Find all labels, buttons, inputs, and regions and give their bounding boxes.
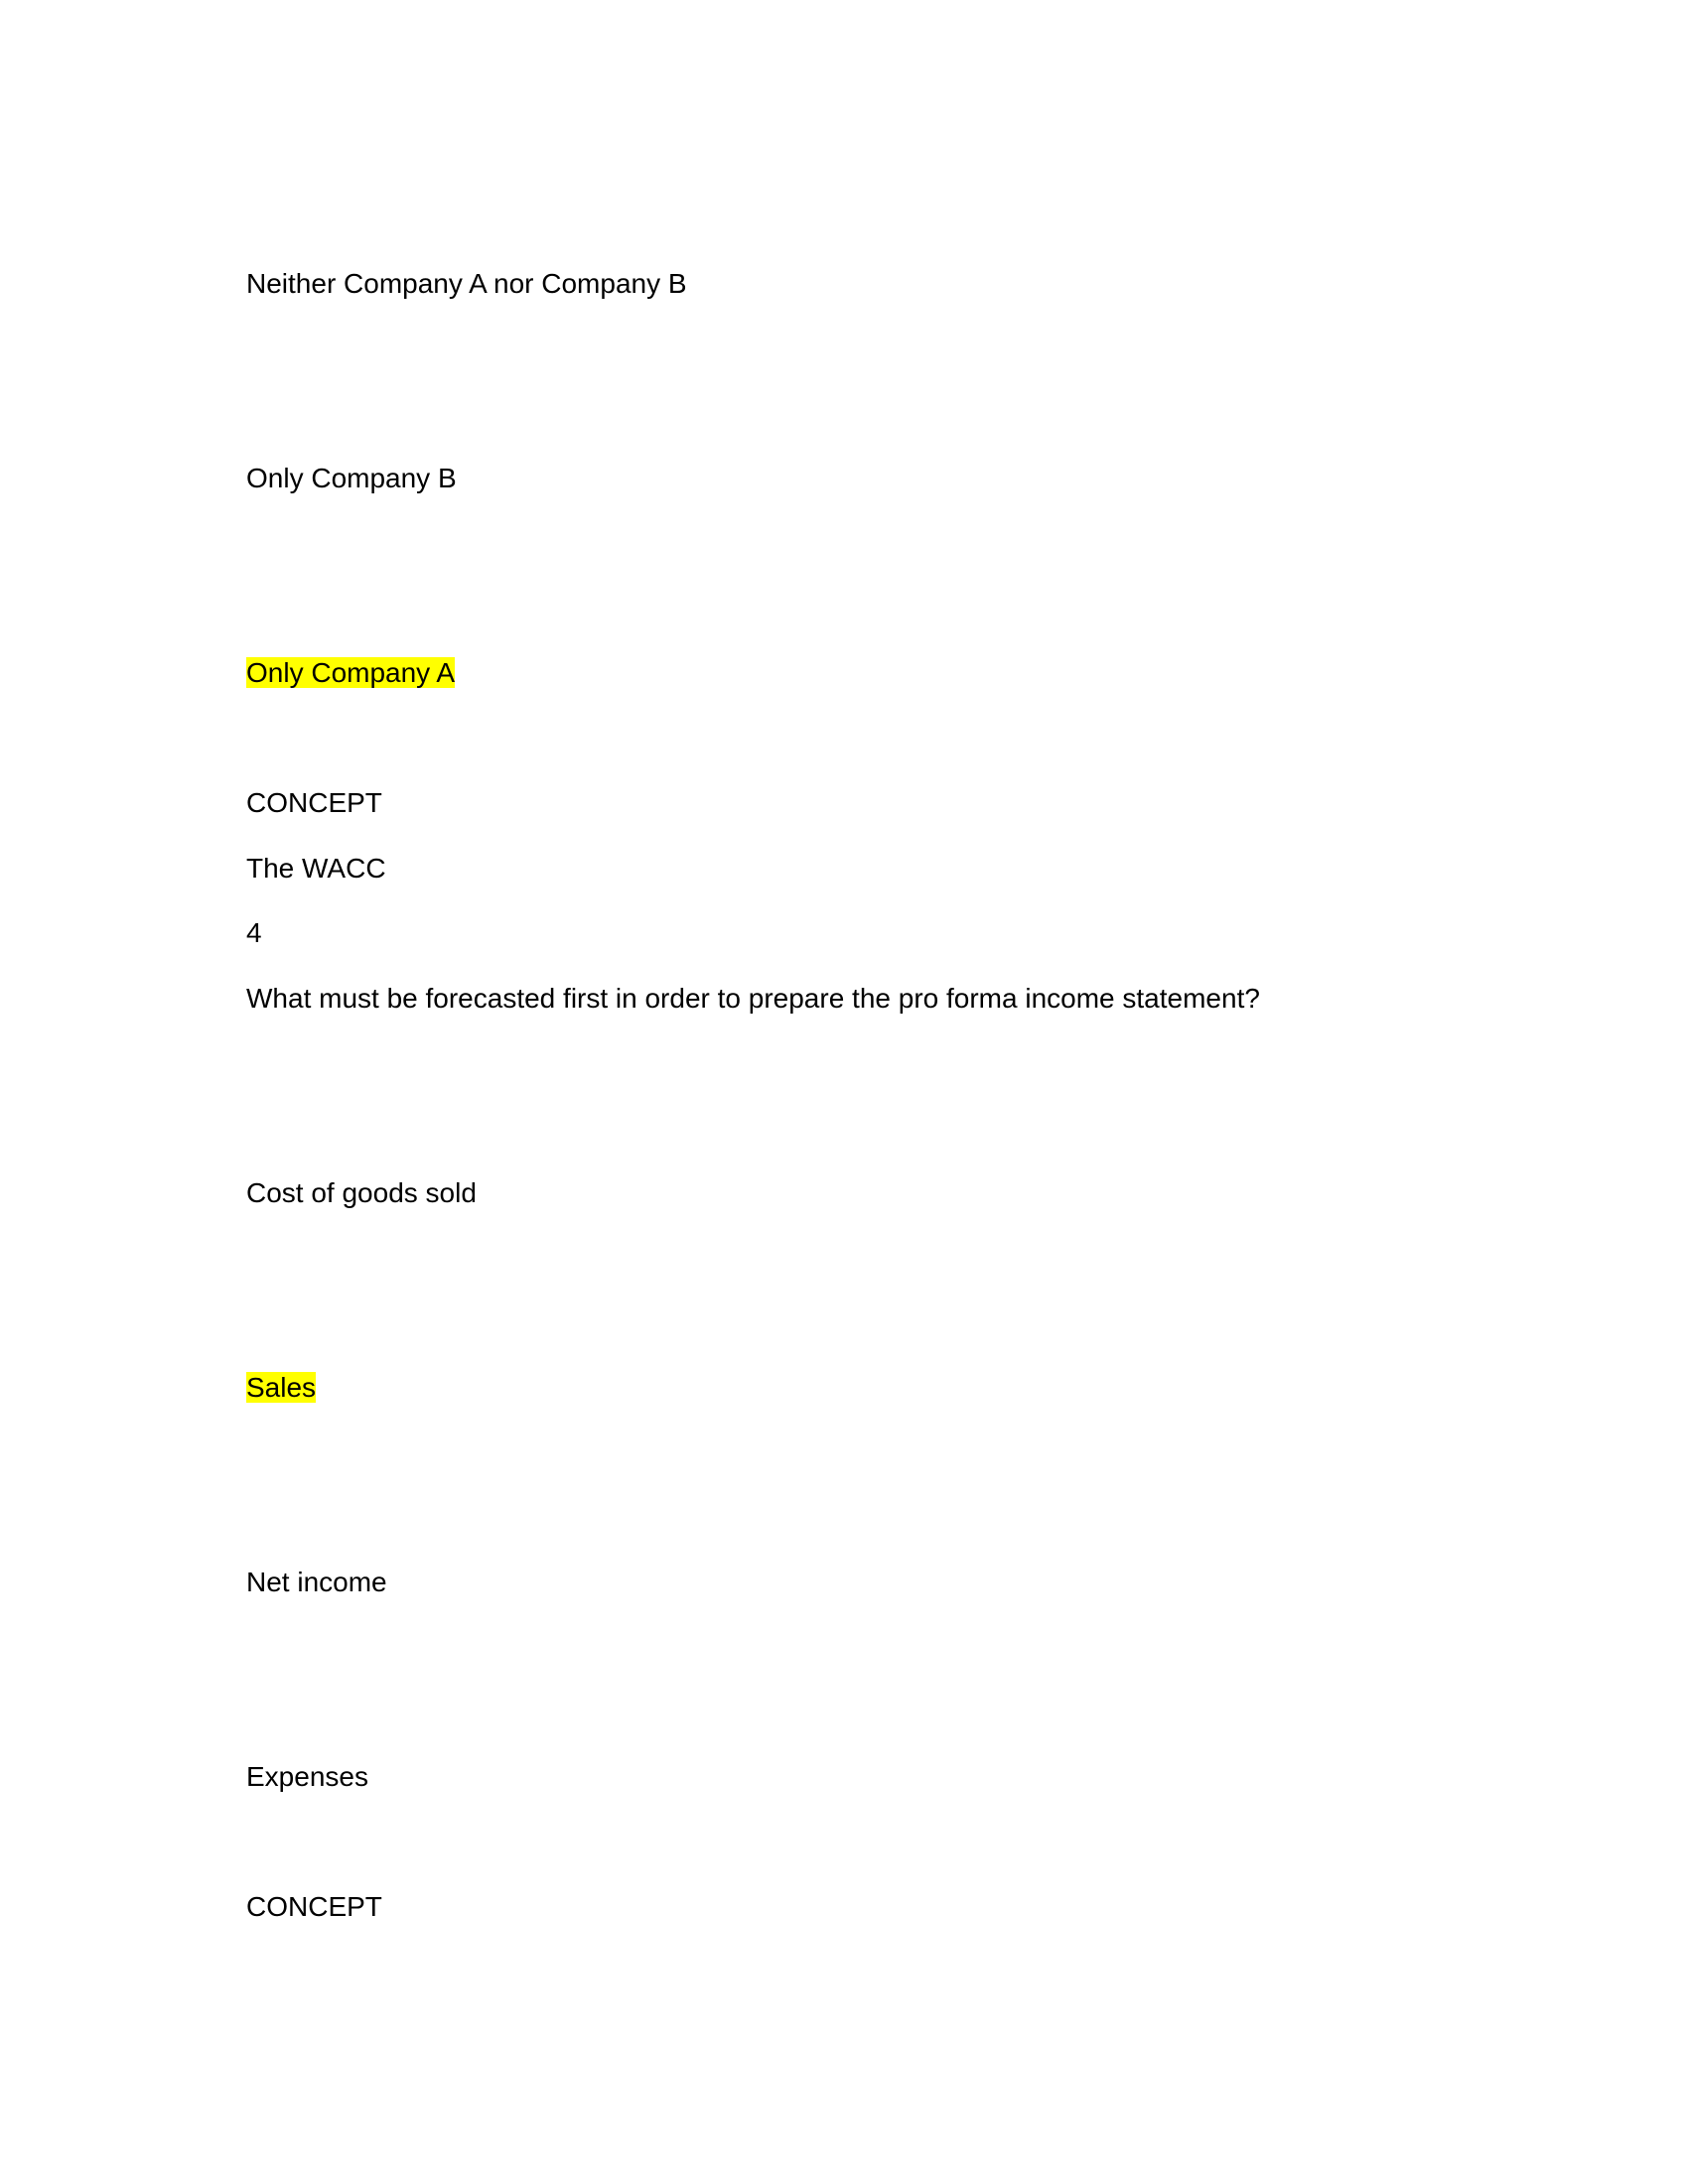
answer-option-neither-company: [246, 266, 687, 302]
question-prompt: What must be forecasted first in order to prepare the pro forma income statement?: [246, 983, 1260, 1014]
concept-text: CONCEPT: [246, 1891, 382, 1922]
question-number-text: 4: [246, 917, 262, 948]
answer-option-expenses: [246, 1759, 368, 1795]
highlighted-answer-text: Sales: [246, 1372, 317, 1403]
concept-label: [246, 1889, 382, 1925]
concept-name: [246, 851, 386, 887]
answer-option-sales: [246, 1370, 316, 1406]
answer-option-text: Cost of goods sold: [246, 1177, 477, 1208]
concept-text: CONCEPT: [246, 787, 382, 818]
question-number: [246, 915, 262, 951]
highlighted-answer-text: Only Company A: [246, 657, 456, 688]
answer-option-only-company-b: [246, 461, 457, 496]
question-text: [246, 981, 1260, 1017]
answer-option-text: Only Company B: [246, 463, 457, 493]
concept-name-text: The WACC: [246, 853, 386, 884]
concept-label: [246, 785, 382, 821]
answer-option-only-company-a: [246, 655, 455, 691]
answer-option-text: Net income: [246, 1567, 387, 1597]
answer-option-cost-of-goods-sold: [246, 1175, 477, 1211]
answer-option-net-income: [246, 1565, 387, 1600]
answer-option-text: Expenses: [246, 1761, 368, 1792]
answer-option-text: Neither Company A nor Company B: [246, 268, 687, 299]
